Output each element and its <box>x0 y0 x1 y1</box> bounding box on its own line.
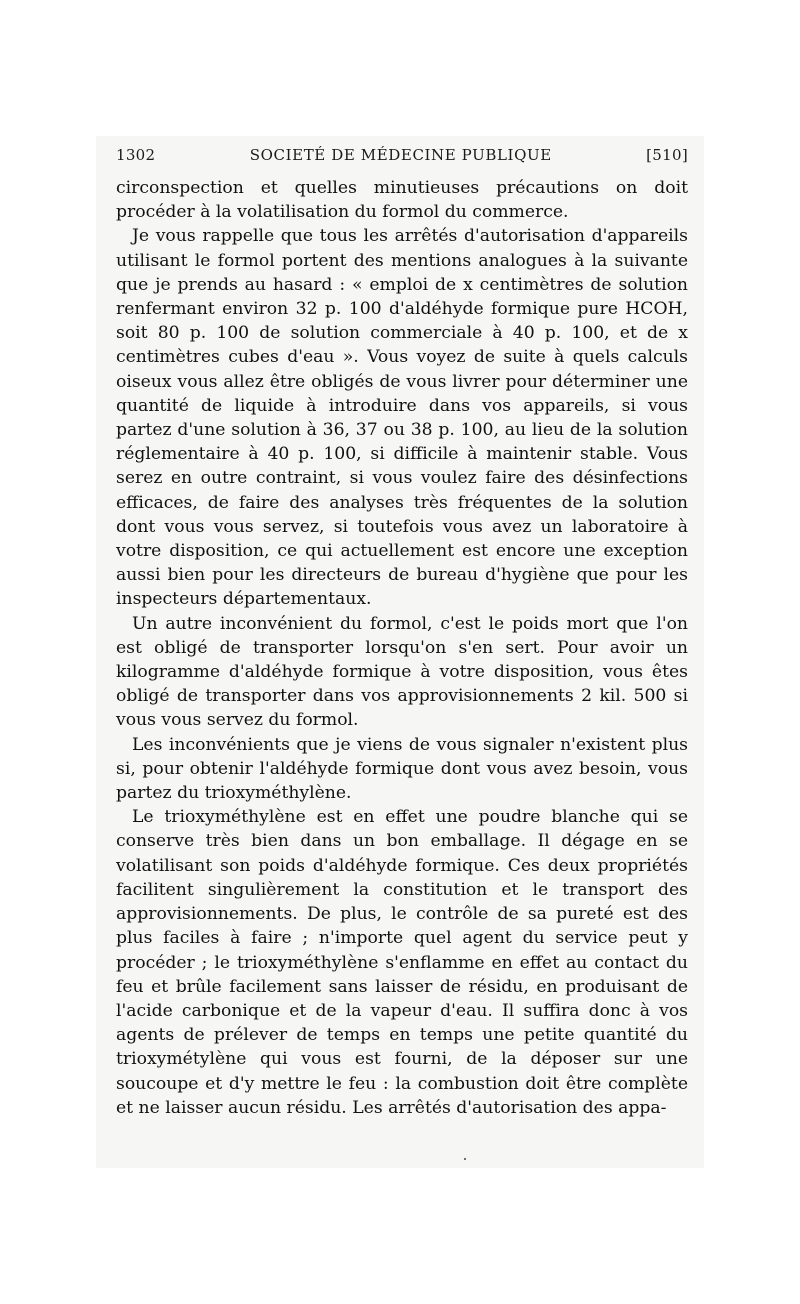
paragraph-3: Un autre inconvénient du formol, c'est le poids mort que l'on est obligé de transporter lorsqu'on s'en sert. Pour avoir un kilogramme d'aldéhyde formique à votre disposition, vous êtes obligé de transporter dans vos approvisionnements 2 kil. 500 si vous vous servez du formol. <box>116 613 688 731</box>
paragraph-4: Les inconvénients que je viens de vous signaler n'existent plus si, pour obtenir l'aldéhyde formique dont vous avez besoin, vous partez du trioxyméthylène. <box>116 734 688 804</box>
paragraph-2: Je vous rappelle que tous les arrêtés d'autorisation d'appareils utilisant le formol portent des mentions analogues à la suivante que je prends au hasard : « emploi de x centimètres de solution renfermant environ 32 p. 100 d'aldéhyde formique pure HCOH, soit 80 p. 100 de solution commerciale à 40 p. 100, et de x centimètres cubes d'eau ». Vous voyez de suite à quels calculs oiseux vous allez être obligés de vous livrer pour déterminer une quantité de liquide à introduire dans vos appareils, si vous partez d'une solution à 36, 37 ou 38 p. 100, au lieu de la solution réglementaire à 40 p. 100, si difficile à maintenir stable. Vous serez en outre contraint, si vous voulez faire des désinfections efficaces, de faire des analyses très fréquentes de la solution dont vous vous servez, si toutefois vous avez un laboratoire à votre disposition, ce qui actuellement est encore une exception aussi bien pour les directeurs de bureau d'hygiène que pour les inspecteurs départementaux. <box>116 226 688 610</box>
paragraph-5: Le trioxyméthylène est en effet une poudre blanche qui se conserve très bien dans un bon emballage. Il dégage en se volatilisant son poids d'aldéhyde formique. Ces deux propriétés facilitent singulièrement la constitution et le transport des approvisionnements. De plus, le contrôle de sa pureté est des plus faciles à faire ; n'importe quel agent du service peut y procéder ; le trioxyméthylène s'enflamme en effet au contact du feu et brûle facilement sans laisser de résidu, en produisant de l'acide carbonique et de la vapeur d'eau. Il suffira donc à vos agents de prélever de temps en temps une petite quantité du trioxymétylène qui vous est fourni, de la déposer sur une soucoupe et d'y mettre le feu : la combustion doit être complète et ne laisser aucun résidu. Les arrêtés d'autorisation des appa- <box>116 807 688 1118</box>
body-text <box>116 176 688 1120</box>
paragraph-1: circonspection et quelles minutieuses précautions on doit procéder à la volatilisation du formol du commerce. <box>116 178 688 223</box>
page-number: 1302 <box>116 146 156 164</box>
running-title: SOCIETÉ DE MÉDECINE PUBLIQUE <box>249 146 552 164</box>
running-header <box>116 146 688 172</box>
bracket-page-number: [510] <box>646 146 688 164</box>
scan-speck <box>464 1158 466 1160</box>
scanned-page <box>96 136 704 1168</box>
